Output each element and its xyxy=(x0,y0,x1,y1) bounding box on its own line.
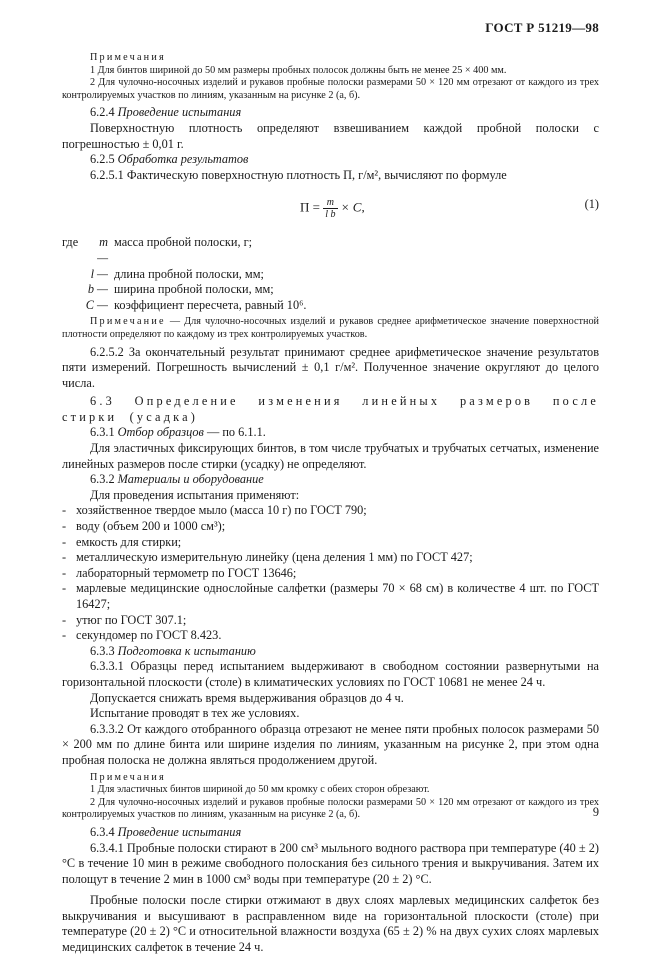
note-title: Примечания xyxy=(90,52,166,63)
section-heading-6-3-1: 6.3.1 Отбор образцов — по 6.1.1. xyxy=(90,425,266,440)
list-item: - емкость для стирки; xyxy=(62,534,182,549)
note-item: 1 Для бинтов шириной до 50 мм размеры пробных полосок должны быть не менее 25 × 400 мм. xyxy=(90,64,507,76)
paragraph: Пробные полоски после стирки отжимают в двух слоях марлевых медицинских салфеток без выкручивания и высушивают в расправленном виде на горизонтальной плоскости (столе) при температуре (20 ± 2) °С и относительной влажности воздуха (65 ± 2) % на двух сухих слоях марлевых медицинских салфеток в течение 24 ч. xyxy=(62,893,599,955)
list-item: - хозяйственное твердое мыло (масса 10 г) по ГОСТ 790; xyxy=(62,503,367,518)
paragraph: Для проведения испытания применяют: xyxy=(90,487,300,502)
paragraph: 6.3.3.2 От каждого отобранного образца отрезают не менее пяти пробных полосок размерами 50 × 200 мм по длине бинта или ширине изделия по линиям, указанным на рисунке 2, при этом одна пробная полоска не должна являться продолжением другой. xyxy=(62,721,599,767)
section-heading-6-3-4: 6.3.4 Проведение испытания xyxy=(90,824,242,839)
formula-1 xyxy=(62,187,599,233)
list-item: - воду (объем 200 и 1000 см³); xyxy=(62,519,226,534)
variable-definitions xyxy=(62,235,599,313)
paragraph: 6.3.3.1 Образцы перед испытанием выдерживают в свободном состоянии развернутыми на горизонтальной плоскости (столе) в климатических условиях по ГОСТ 10681 не менее 24 ч. xyxy=(62,659,599,689)
paragraph: Для эластичных фиксирующих бинтов, в том числе трубчатых и трубчатых сетчатых, изменение линейных размеров после стирки (усадку) не определяют. xyxy=(62,441,599,471)
paragraph: 6.2.5.1 Фактическую поверхностную плотность П, г/м², вычисляют по формуле xyxy=(90,167,507,182)
section-heading-6-2-4: 6.2.4 Проведение испытания xyxy=(90,105,242,120)
list-item: - секундомер по ГОСТ 8.423. xyxy=(62,628,222,643)
paragraph: 6.2.5.2 За окончательный результат принимают среднее арифметическое значение результатов пяти измерений. Погрешность вычислений ± 0,1 г/м². Полученное значение округляют до целого числа. xyxy=(62,344,599,390)
formula-lhs: П = xyxy=(300,199,320,215)
paragraph: Испытание проводят в тех же условиях. xyxy=(90,706,300,721)
paragraph: Поверхностную плотность определяют взвешиванием каждой пробной полоски с погрешностью ± 0,01 г. xyxy=(62,120,599,151)
list-item: - утюг по ГОСТ 307.1; xyxy=(62,612,187,627)
paragraph: 6.3.4.1 Пробные полоски стирают в 200 см³ мыльного водного раствора при температуре (40 ± 2) °С в течение 10 мин в режиме свободного полоскания без сильного трения и выкручивания. Затем их полощут в течение 2 мин в 1000 см³ воды при температуре (20 ± 2) °С. xyxy=(62,840,599,886)
materials-list xyxy=(62,503,599,643)
list-item: - марлевые медицинские однослойные салфетки (размеры 70 × 68 см) в количестве 4 шт. по ГОСТ 16427; xyxy=(62,581,599,611)
variable-row: где m — масса пробной полоски, г; xyxy=(62,235,253,265)
section-heading-6-3-3: 6.3.3 Подготовка к испытанию xyxy=(90,643,256,658)
section-heading-6-3: 6.3 Определение изменения линейных размеров после стирки (усадка) xyxy=(62,394,599,424)
list-item: - лабораторный термометр по ГОСТ 13646; xyxy=(62,565,297,580)
formula-index: (1) xyxy=(584,197,599,212)
paragraph: Допускается снижать время выдерживания образцов до 4 ч. xyxy=(90,690,404,705)
page-content xyxy=(62,52,599,956)
formula-fraction: $\frac{m}{\text{l b}}$ xyxy=(325,197,336,221)
variable-row: l — длина пробной полоски, мм; xyxy=(90,266,264,281)
variable-row: C — коэффициент пересчета, равный 10⁶. xyxy=(85,297,307,312)
section-heading-6-3-2: 6.3.2 Материалы и оборудование xyxy=(90,472,264,487)
note-title: Примечания xyxy=(90,771,166,783)
note-item: 1 Для эластичных бинтов шириной до 50 мм кромку с обеих сторон обрезают. xyxy=(90,784,430,796)
note-single: Примечание — Для чулочно-носочных изделий и рукавов среднее арифметическое значение поверхностной плотности определяют по каждому из трех контролируемых участков. xyxy=(62,316,600,340)
page-number: 9 xyxy=(592,805,599,819)
section-heading-6-2-5: 6.2.5 Обработка результатов xyxy=(90,152,249,167)
note-item: 2 Для чулочно-носочных изделий и рукавов пробные полоски размерами 50 × 120 мм отрезают от каждого из трех контролируемых участков по линиям, указанным на рисунке 2 (а, б). xyxy=(62,796,599,821)
list-item: - металлическую измерительную линейку (цена деления 1 мм) по ГОСТ 427; xyxy=(62,550,473,565)
standard-code-header: ГОСТ Р 51219—98 xyxy=(485,20,599,35)
note-item: 2 Для чулочно-носочных изделий и рукавов пробные полоски размерами 50 × 120 мм отрезают от каждого из трех контролируемых участков по линиям, указанным на рисунке 2 (а, б). xyxy=(62,77,599,101)
variable-row: b — ширина пробной полоски, мм; xyxy=(87,282,274,297)
formula-rhs: × C, xyxy=(340,199,365,215)
